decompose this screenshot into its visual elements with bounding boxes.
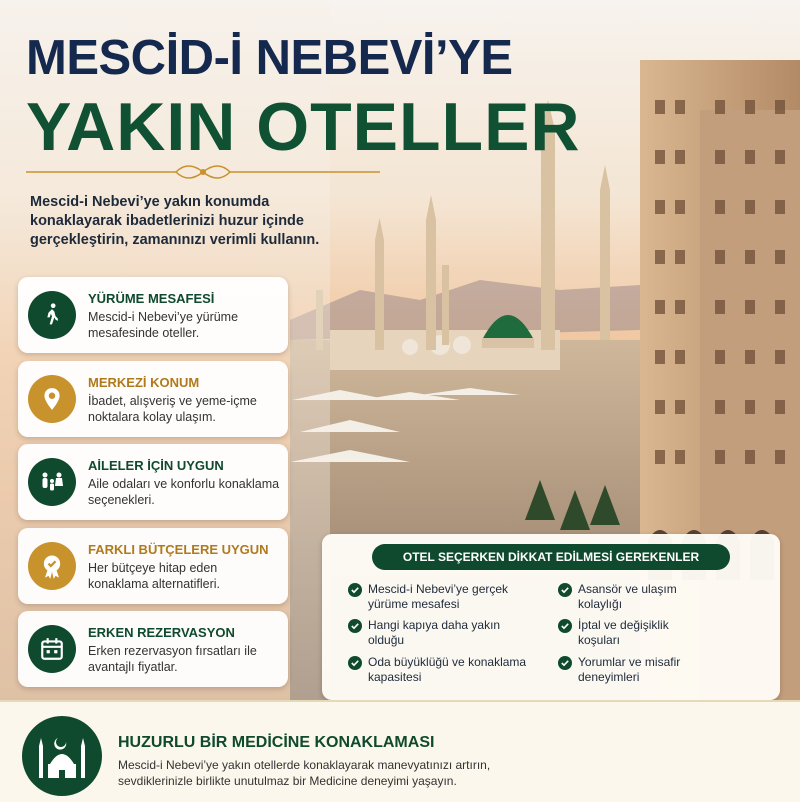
feature-title: ERKEN REZERVASYON — [88, 625, 235, 640]
tips-title: OTEL SEÇERKEN DİKKAT EDİLMESİ GEREKENLER — [372, 544, 730, 570]
feature-desc: İbadet, alışveriş ve yeme-içme noktalara kolay ulaşım. — [88, 394, 257, 424]
feature-card-budget — [18, 528, 288, 604]
page-title-line1: MESCİD-İ NEBEVİ’YE — [26, 31, 513, 85]
tip-text: Oda büyüklüğü ve konaklama kapasitesi — [368, 655, 527, 684]
footer-title: HUZURLU BİR MEDİCİNE KONAKLAMASI — [118, 734, 435, 751]
location-pin-icon — [28, 375, 76, 423]
feature-title: YÜRÜME MESAFESİ — [88, 291, 215, 306]
feature-title: MERKEZİ KONUM — [88, 375, 200, 390]
feature-card-location — [18, 361, 288, 437]
intro-text: Mescid-i Nebevi’ye yakın konumda konaklayarak ibadetlerinizi huzur içinde gerçekleştirin, zamanınızı verimli kullanın. — [30, 194, 320, 248]
tip-text: Yorumlar ve misafir deneyimleri — [578, 655, 681, 684]
tip-text: Hangi kapıya daha yakın olduğu — [368, 618, 501, 647]
feature-card-walking — [18, 277, 288, 353]
page-title-line2: YAKIN OTELLER — [26, 89, 581, 165]
tip-item — [558, 655, 708, 685]
mosque-icon — [22, 716, 102, 796]
feature-desc: Mescid-i Nebevi’ye yürüme mesafesinde oteller. — [88, 310, 239, 340]
check-circle-icon — [348, 583, 362, 597]
check-circle-icon — [348, 656, 362, 670]
feature-desc: Aile odaları ve konforlu konaklama seçenekleri. — [88, 477, 280, 507]
feature-desc: Her bütçeye hitap eden konaklama alternatifleri. — [88, 561, 221, 591]
tip-text: Mescid-i Nebevi’ye gerçek yürüme mesafesi — [368, 582, 509, 611]
check-circle-icon — [558, 619, 572, 633]
check-circle-icon — [558, 656, 572, 670]
tip-item — [348, 655, 538, 685]
walking-person-icon — [28, 291, 76, 339]
tip-item — [348, 582, 538, 612]
feature-card-early — [18, 611, 288, 687]
feature-desc: Erken rezervasyon fırsatları ile avantajlı fiyatlar. — [88, 644, 257, 674]
family-icon — [28, 458, 76, 506]
tip-text: İptal ve değişiklik koşuları — [578, 618, 669, 647]
check-circle-icon — [558, 583, 572, 597]
ornament-divider — [26, 158, 380, 186]
badge-check-icon — [28, 542, 76, 590]
feature-title: AİLELER İÇİN UYGUN — [88, 458, 224, 473]
tip-item — [348, 618, 538, 648]
check-circle-icon — [348, 619, 362, 633]
tip-item — [558, 618, 708, 648]
feature-card-family — [18, 444, 288, 520]
footer-desc: Mescid-i Nebevi’ye yakın otellerde konaklayarak manevyatınızı artırın, sevdiklerinizle birlikte unutulmaz bir Medicine deneyimi yaşayın. — [118, 758, 491, 788]
calendar-icon — [28, 625, 76, 673]
tip-text: Asansör ve ulaşım kolaylığı — [578, 582, 677, 611]
tips-panel — [322, 534, 780, 700]
tip-item — [558, 582, 708, 612]
feature-title: FARKLI BÜTÇELERE UYGUN — [88, 542, 269, 557]
